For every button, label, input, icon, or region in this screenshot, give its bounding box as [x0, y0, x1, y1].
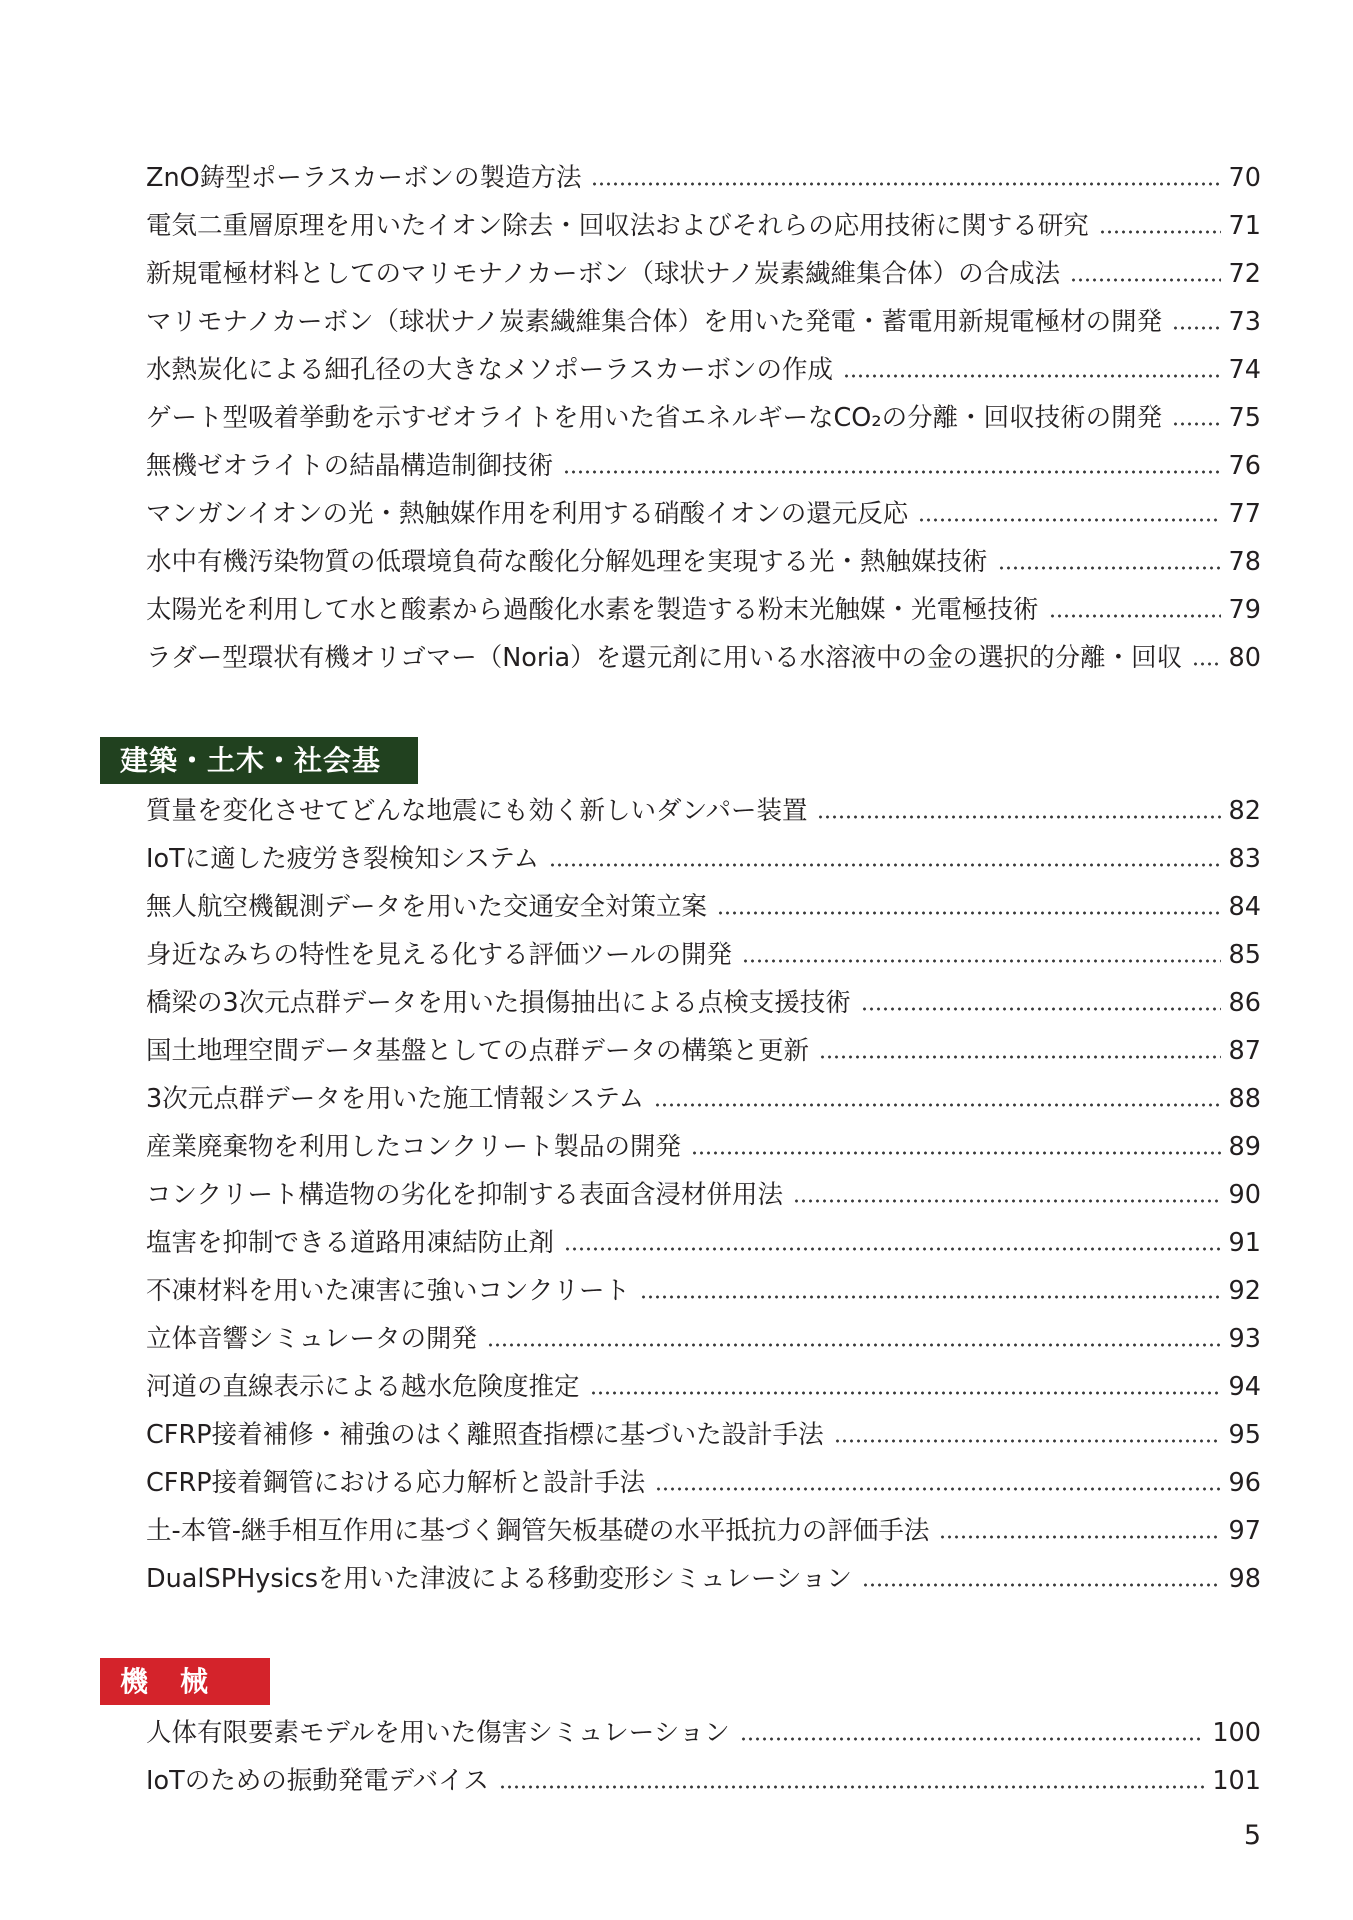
toc-entry[interactable] [146, 1709, 1261, 1757]
toc-entry[interactable] [146, 394, 1261, 442]
toc-entry-title: 身近なみちの特性を見える化する評価ツールの開発 [146, 940, 732, 970]
toc-entry-title: 塩害を抑制できる道路用凍結防止剤 [146, 1228, 555, 1258]
dot-leader [793, 1199, 1221, 1203]
dot-leader [1192, 662, 1220, 666]
dot-leader [817, 815, 1220, 819]
toc-entry-title: マンガンイオンの光・熱触媒作用を利用する硝酸イオンの還元反応 [146, 499, 909, 529]
toc-entry[interactable] [146, 1507, 1261, 1555]
toc-entry-page: 92 [1228, 1276, 1261, 1306]
toc-entry-title: 土-本管-継手相互作用に基づく鋼管矢板基礎の水平抵抗力の評価手法 [146, 1516, 930, 1546]
dot-leader [861, 1007, 1221, 1011]
toc-entry[interactable] [146, 1555, 1261, 1603]
toc-entry-page: 78 [1228, 547, 1261, 577]
toc-entry-page: 95 [1228, 1420, 1261, 1450]
toc-entry[interactable] [146, 202, 1261, 250]
toc-entry-page: 75 [1228, 403, 1261, 433]
dot-leader [1070, 278, 1220, 282]
toc-list-civil [146, 787, 1261, 1603]
toc-entry-page: 73 [1228, 307, 1261, 337]
toc-entry-page: 85 [1228, 940, 1261, 970]
dot-leader [1049, 614, 1221, 618]
dot-leader [843, 374, 1221, 378]
dot-leader [998, 566, 1221, 570]
toc-entry-page: 94 [1228, 1372, 1261, 1402]
toc-entry[interactable] [146, 154, 1261, 202]
toc-entry-title: CFRP接着補修・補強のはく離照査指標に基づいた設計手法 [146, 1420, 824, 1450]
toc-entry[interactable] [146, 1363, 1261, 1411]
toc-entry[interactable] [146, 490, 1261, 538]
toc-entry-title: コンクリート構造物の劣化を抑制する表面含浸材併用法 [146, 1180, 783, 1210]
toc-entry-title: 水中有機汚染物質の低環境負荷な酸化分解処理を実現する光・熱触媒技術 [146, 547, 988, 577]
toc-entry-page: 93 [1228, 1324, 1261, 1354]
toc-entry[interactable] [146, 1411, 1261, 1459]
toc-entry-page: 80 [1228, 643, 1261, 673]
toc-entry[interactable] [146, 1123, 1261, 1171]
dot-leader [1172, 326, 1220, 330]
dot-leader [834, 1439, 1221, 1443]
toc-entry-page: 100 [1212, 1718, 1261, 1748]
toc-entry-title: DualSPHysicsを用いた津波による移動変形シミュレーション [146, 1564, 852, 1594]
toc-entry-page: 91 [1228, 1228, 1261, 1258]
toc-entry-title: ZnO鋳型ポーラスカーボンの製造方法 [146, 163, 582, 193]
toc-entry-page: 90 [1228, 1180, 1261, 1210]
toc-entry-title: 電気二重層原理を用いたイオン除去・回収法およびそれらの応用技術に関する研究 [146, 211, 1089, 241]
toc-entry-title: 無人航空機観測データを用いた交通安全対策立案 [146, 892, 708, 922]
toc-entry-title: 産業廃棄物を利用したコンクリート製品の開発 [146, 1132, 681, 1162]
dot-leader [1172, 422, 1220, 426]
toc-entry[interactable] [146, 442, 1261, 490]
dot-leader [862, 1583, 1221, 1587]
dot-leader [655, 1487, 1220, 1491]
toc-entry-page: 87 [1228, 1036, 1261, 1066]
toc-entry-page: 83 [1228, 844, 1261, 874]
dot-leader [819, 1055, 1221, 1059]
toc-entry-title: 人体有限要素モデルを用いた傷害シミュレーション [146, 1718, 730, 1748]
toc-entry-title: 3次元点群データを用いた施工情報システム [146, 1084, 645, 1114]
toc-entry[interactable] [146, 1075, 1261, 1123]
toc-list-mechanical [146, 1709, 1261, 1805]
toc-entry-page: 74 [1228, 355, 1261, 385]
toc-entry-title: ラダー型環状有機オリゴマー（Noria）を還元剤に用いる水溶液中の金の選択的分離・回収 [146, 643, 1183, 673]
dot-leader [487, 1343, 1221, 1347]
toc-entry-title: 水熱炭化による細孔径の大きなメソポーラスカーボンの作成 [146, 355, 833, 385]
toc-entry[interactable] [146, 1171, 1261, 1219]
toc-entry-title: IoTのための振動発電デバイス [146, 1766, 489, 1796]
dot-leader [591, 182, 1220, 186]
toc-entry-page: 84 [1228, 892, 1261, 922]
toc-entry[interactable] [146, 298, 1261, 346]
section-heading-civil: 建築・土木・社会基盤 [100, 737, 418, 784]
page-number: 5 [1243, 1820, 1261, 1851]
toc-entry-title: 河道の直線表示による越水危険度推定 [146, 1372, 580, 1402]
toc-entry[interactable] [146, 979, 1261, 1027]
toc-entry-title: 立体音響シミュレータの開発 [146, 1324, 477, 1354]
toc-entry-page: 71 [1228, 211, 1261, 241]
toc-entry-title: マリモナノカーボン（球状ナノ炭素繊維集合体）を用いた発電・蓄電用新規電極材の開発 [146, 307, 1163, 337]
toc-entry-page: 82 [1228, 796, 1261, 826]
toc-entry-title: 太陽光を利用して水と酸素から過酸化水素を製造する粉末光触媒・光電極技術 [146, 595, 1039, 625]
dot-leader [717, 911, 1221, 915]
toc-entry[interactable] [146, 1219, 1261, 1267]
dot-leader [740, 1737, 1205, 1741]
dot-leader [654, 1103, 1220, 1107]
toc-entry-page: 77 [1228, 499, 1261, 529]
dot-leader [590, 1391, 1221, 1395]
toc-entry-page: 72 [1228, 259, 1261, 289]
toc-entry-page: 98 [1228, 1564, 1261, 1594]
toc-entry[interactable] [146, 883, 1261, 931]
toc-entry-page: 79 [1228, 595, 1261, 625]
section-heading-mechanical: 機 械 [100, 1658, 270, 1705]
dot-leader [563, 470, 1220, 474]
dot-leader [1099, 230, 1221, 234]
toc-entry-title: 無機ゼオライトの結晶構造制御技術 [146, 451, 554, 481]
dot-leader [549, 863, 1220, 867]
toc-entry-title: 国土地理空間データ基盤としての点群データの構築と更新 [146, 1036, 810, 1066]
toc-entry-title: 新規電極材料としてのマリモナノカーボン（球状ナノ炭素繊維集合体）の合成法 [146, 259, 1061, 289]
toc-entry-page: 88 [1228, 1084, 1261, 1114]
toc-entry-title: 不凍材料を用いた凍害に強いコンクリート [146, 1276, 630, 1306]
toc-entry-page: 96 [1228, 1468, 1261, 1498]
toc-entry-page: 89 [1228, 1132, 1261, 1162]
toc-entry[interactable] [146, 346, 1261, 394]
toc-entry[interactable] [146, 250, 1261, 298]
toc-entry[interactable] [146, 1267, 1261, 1315]
toc-entry-page: 76 [1228, 451, 1261, 481]
toc-entry[interactable] [146, 634, 1261, 682]
toc-entry-title: 橋梁の3次元点群データを用いた損傷抽出による点検支援技術 [146, 988, 851, 1018]
toc-entry-page: 97 [1228, 1516, 1261, 1546]
toc-entry-title: IoTに適した疲労き裂検知システム [146, 844, 540, 874]
toc-entry[interactable] [146, 787, 1261, 835]
toc-entry-title: ゲート型吸着挙動を示すゼオライトを用いた省エネルギーなCO₂の分離・回収技術の開発 [146, 403, 1163, 433]
toc-entry-page: 101 [1212, 1766, 1261, 1796]
toc-entry-page: 86 [1228, 988, 1261, 1018]
toc-entry[interactable] [146, 835, 1261, 883]
dot-leader [499, 1785, 1204, 1789]
dot-leader [939, 1535, 1220, 1539]
toc-entry[interactable] [146, 1027, 1261, 1075]
toc-entry[interactable] [146, 538, 1261, 586]
dot-leader [640, 1295, 1221, 1299]
toc-entry[interactable] [146, 586, 1261, 634]
toc-entry-title: CFRP接着鋼管における応力解析と設計手法 [146, 1468, 646, 1498]
toc-entry[interactable] [146, 1459, 1261, 1507]
dot-leader [742, 959, 1221, 963]
toc-entry-page: 70 [1228, 163, 1261, 193]
dot-leader [918, 518, 1220, 522]
dot-leader [564, 1247, 1221, 1251]
toc-list-materials [146, 154, 1261, 682]
toc-entry[interactable] [146, 1315, 1261, 1363]
toc-entry[interactable] [146, 1757, 1261, 1805]
dot-leader [691, 1151, 1221, 1155]
toc-entry[interactable] [146, 931, 1261, 979]
toc-entry-title: 質量を変化させてどんな地震にも効く新しいダンパー装置 [146, 796, 808, 826]
